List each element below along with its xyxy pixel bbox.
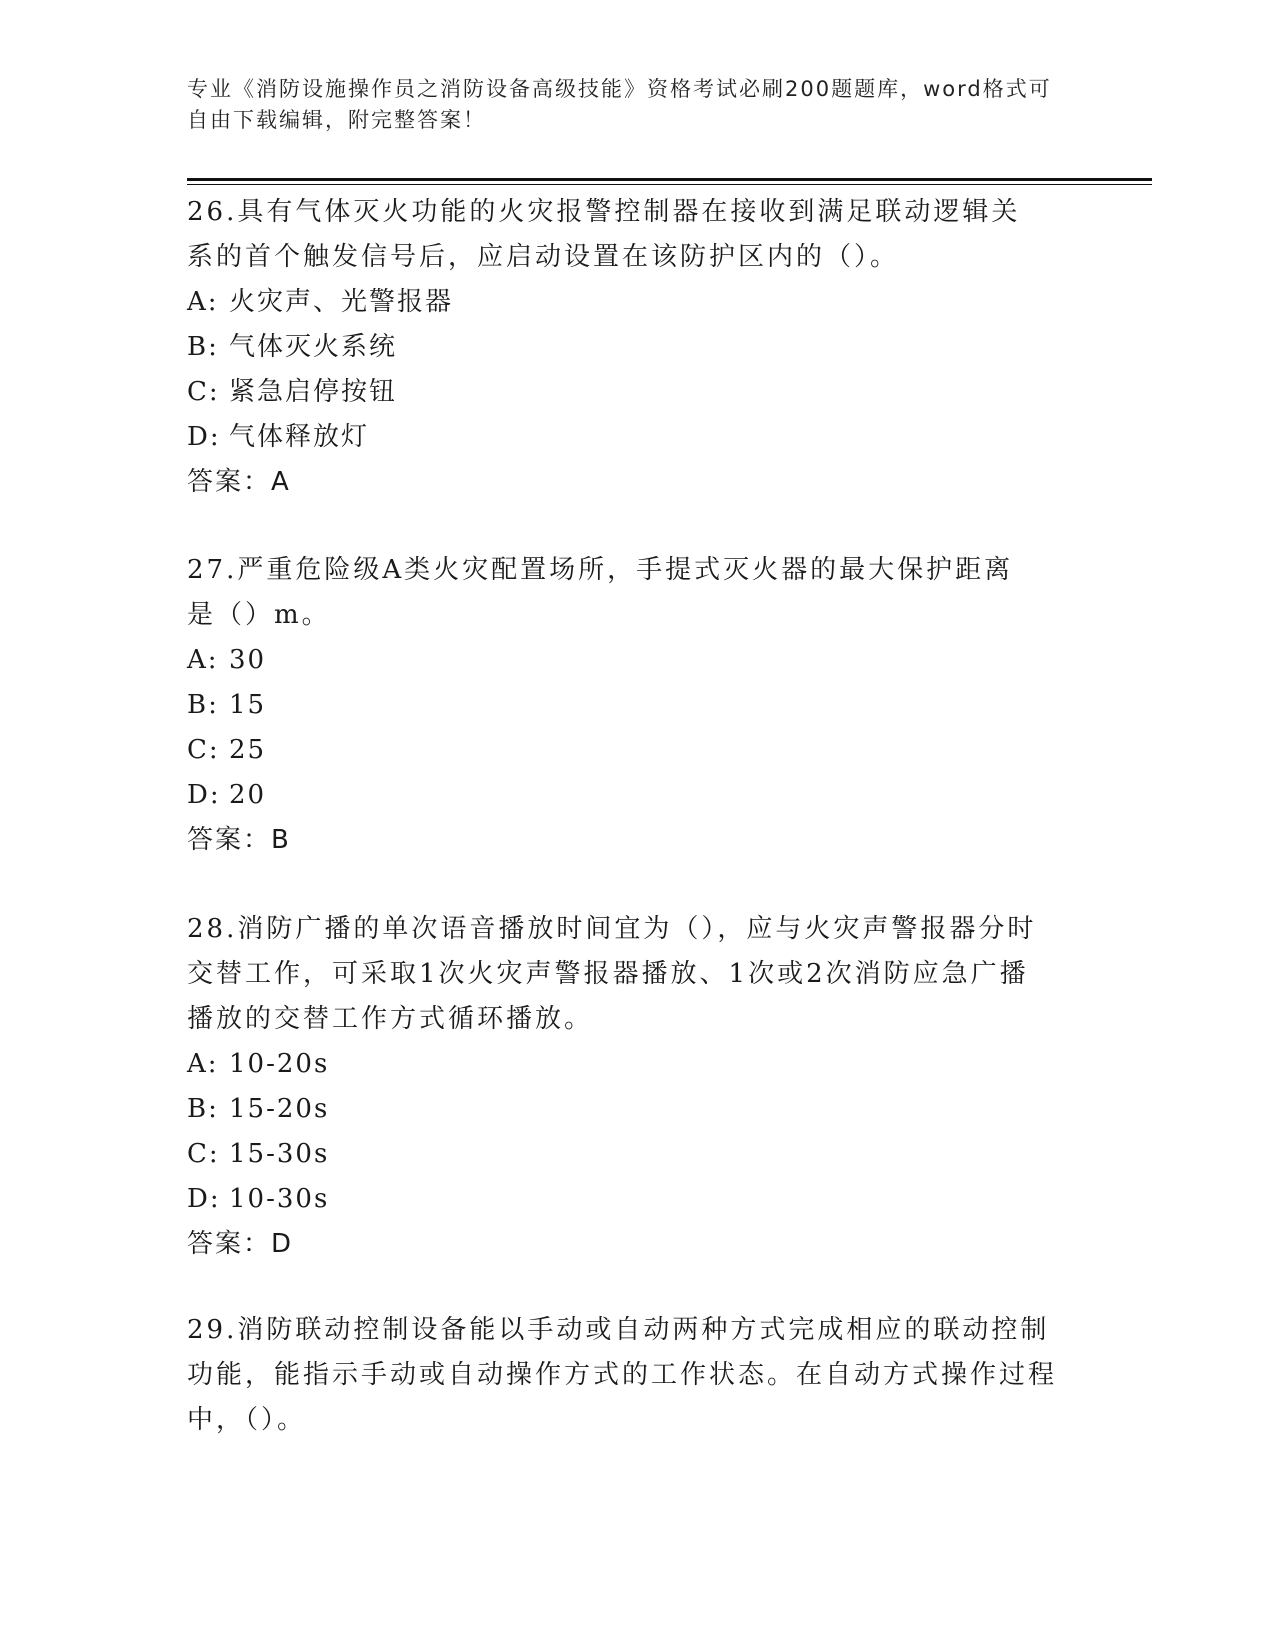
option-b [187,1087,1087,1132]
option-d [187,773,1087,818]
answer: 答案：D [187,1229,294,1259]
option-key: C: [187,735,220,765]
option-value: 15 [229,690,267,720]
option-value: 气体释放灯 [229,422,370,452]
answer: 答案：A [187,467,291,497]
option-key: D: [187,780,221,810]
option-value: 紧急启停按钮 [229,377,398,407]
option-value: 气体灭火系统 [229,332,398,362]
option-value: 25 [229,735,267,765]
option-key: C: [187,1139,220,1169]
option-value: 15-20s [229,1094,330,1124]
option-value: 10-20s [229,1049,330,1079]
option-key: D: [187,1184,221,1214]
option-value: 火灾声、光警报器 [229,287,454,317]
option-d [187,1177,1087,1222]
option-d [187,415,1087,460]
question-27 [187,548,1087,863]
header-rule-thin [187,184,1152,185]
option-value: 30 [229,645,267,675]
option-b [187,683,1087,728]
option-key: A: [187,287,219,317]
option-key: B: [187,690,219,720]
question-29 [187,1308,1087,1443]
question-26 [187,190,1087,505]
question-text: 29.消防联动控制设备能以手动或自动两种方式完成相应的联动控制功能，能指示手动或自动操作方式的工作状态。在自动方式操作过程中，（）。 [187,1315,1058,1435]
option-value: 10-30s [229,1184,330,1214]
question-text: 26.具有气体灭火功能的火灾报警控制器在接收到满足联动逻辑关系的首个触发信号后，应启动设置在该防护区内的（）。 [187,197,1021,272]
document-header: 专业《消防设施操作员之消防设备高级技能》资格考试必刷200题题库，word格式可自由下载编辑，附完整答案！ [187,77,1052,132]
option-a [187,1042,1087,1087]
answer: 答案：B [187,825,291,855]
option-key: C: [187,377,220,407]
option-value: 15-30s [229,1139,330,1169]
option-key: D: [187,422,221,452]
option-key: A: [187,645,219,675]
question-28 [187,907,1087,1267]
question-text: 28.消防广播的单次语音播放时间宜为（），应与火灾声警报器分时交替工作，可采取1次火灾声警报器播放、1次或2次消防应急广播播放的交替工作方式循环播放。 [187,914,1037,1034]
option-key: A: [187,1049,219,1079]
option-c [187,728,1087,773]
option-a [187,638,1087,683]
option-key: B: [187,332,219,362]
option-b [187,325,1087,370]
option-c [187,370,1087,415]
header-rule-thick [187,178,1152,181]
question-text: 27.严重危险级A类火灾配置场所，手提式灭火器的最大保护距离是（）m。 [187,555,1014,630]
option-a [187,280,1087,325]
option-key: B: [187,1094,219,1124]
option-value: 20 [229,780,267,810]
option-c [187,1132,1087,1177]
